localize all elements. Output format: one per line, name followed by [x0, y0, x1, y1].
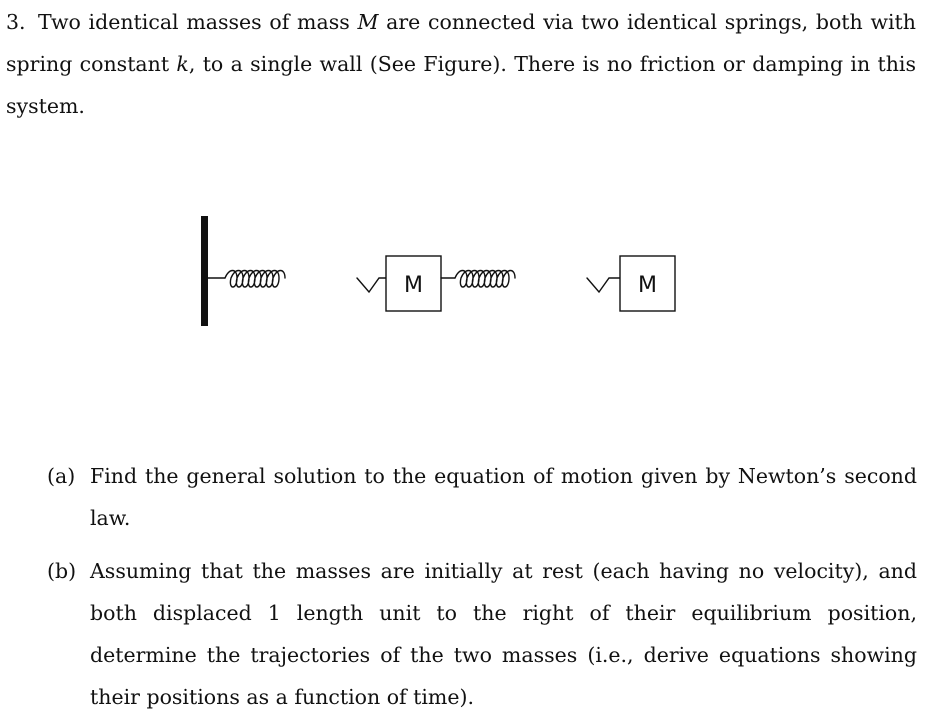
part-b-text: Assuming that the masses are initially at rest (each having no velocity), and both displaced 1 length unit to the right of their equilibrium position, determine the trajectories of the two masses (i.e., derive equations showing their positions as a function of time).	[90, 559, 917, 709]
spring-1	[208, 271, 386, 293]
intro-text-2: are connected via two identical springs, both with spring constant	[6, 10, 916, 76]
intro-text-3: , to a single wall (See Figure). There is no friction or damping in this system.	[6, 52, 916, 118]
intro-text-1: Two identical masses of mass	[38, 10, 358, 34]
part-b	[47, 550, 917, 718]
problem-number: 3.	[6, 10, 26, 34]
part-a-label: (a)	[47, 464, 76, 488]
problem-statement	[6, 1, 916, 127]
spring-mass-figure	[195, 212, 685, 330]
mass-2-label: M	[638, 273, 657, 298]
mass-symbol: M	[357, 10, 379, 34]
mass-1-label: M	[404, 273, 423, 298]
part-b-label: (b)	[47, 559, 77, 583]
spring-2	[441, 271, 620, 293]
part-a-text: Find the general solution to the equation of motion given by Newton’s second law.	[90, 464, 917, 530]
wall	[201, 216, 208, 326]
part-a	[47, 455, 917, 539]
spring-constant-symbol: k	[176, 52, 189, 76]
